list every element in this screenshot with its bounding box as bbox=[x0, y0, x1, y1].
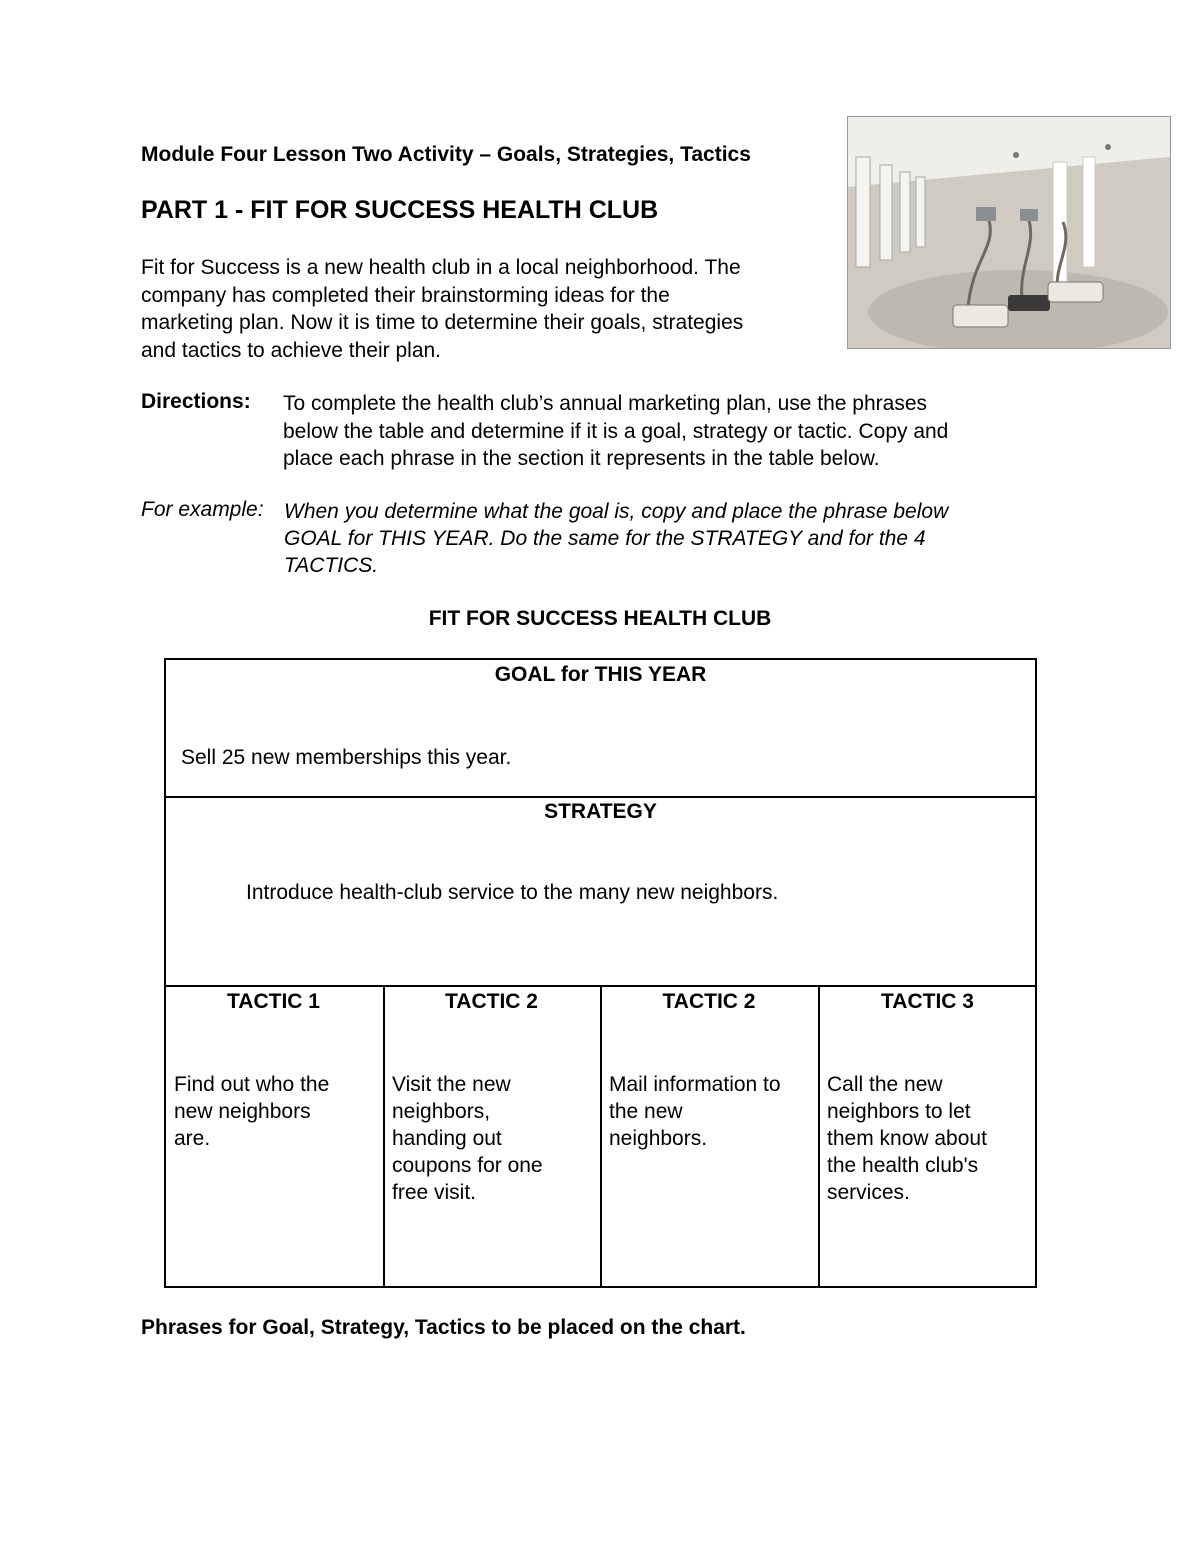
tactic-1-text bbox=[174, 1071, 379, 1152]
tactic-line: Call the new bbox=[827, 1073, 943, 1096]
example-line: TACTICS. bbox=[284, 554, 379, 577]
strategy-text: Introduce health-club service to the many new neighbors. bbox=[246, 881, 779, 904]
tactic-line: neighbors to let bbox=[827, 1100, 971, 1123]
intro-line: Fit for Success is a new health club in a local neighborhood. The bbox=[141, 256, 741, 279]
tactic-2-text bbox=[392, 1071, 597, 1206]
tactic-line: are. bbox=[174, 1127, 211, 1150]
gym-interior-illustration bbox=[848, 117, 1170, 348]
part-title: PART 1 - FIT FOR SUCCESS HEALTH CLUB bbox=[141, 196, 659, 224]
tactic-line: them know about bbox=[827, 1127, 987, 1150]
intro-line: marketing plan. Now it is time to determine their goals, strategies bbox=[141, 311, 744, 334]
directions-line: below the table and determine if it is a goal, strategy or tactic. Copy and bbox=[283, 419, 949, 443]
tactic-line: neighbors, bbox=[392, 1100, 491, 1123]
intro-paragraph bbox=[141, 254, 841, 364]
tactic-line: the health club's bbox=[827, 1154, 979, 1177]
table-divider bbox=[164, 796, 1037, 798]
tactic-line: Visit the new bbox=[392, 1073, 511, 1096]
tactic-3-header: TACTIC 2 bbox=[662, 990, 756, 1013]
tactic-2-header: TACTIC 2 bbox=[445, 990, 538, 1013]
example-text bbox=[284, 498, 1064, 579]
tactic-3-text bbox=[609, 1071, 817, 1152]
directions-line: place each phrase in the section it represents in the table below. bbox=[283, 447, 880, 470]
table-border bbox=[164, 658, 166, 1288]
tactic-line: handing out bbox=[392, 1127, 502, 1150]
example-line: When you determine what the goal is, copy and place the phrase below bbox=[284, 500, 949, 523]
gym-photo bbox=[847, 116, 1171, 349]
directions-text bbox=[283, 390, 1063, 473]
tactic-4-header: TACTIC 3 bbox=[881, 990, 974, 1013]
table-border bbox=[1035, 658, 1037, 1288]
table-title: FIT FOR SUCCESS HEALTH CLUB bbox=[428, 607, 772, 630]
intro-line: and tactics to achieve their plan. bbox=[141, 338, 442, 362]
table-divider bbox=[818, 985, 820, 1288]
goal-header: GOAL for THIS YEAR bbox=[494, 663, 707, 686]
goal-text: Sell 25 new memberships this year. bbox=[181, 746, 512, 769]
tactic-line: the new bbox=[609, 1100, 683, 1123]
tactic-line: free visit. bbox=[392, 1181, 477, 1204]
tactic-1-header: TACTIC 1 bbox=[227, 990, 320, 1013]
intro-line: company has completed their brainstorming ideas for the bbox=[141, 283, 670, 307]
tactic-line: Find out who the bbox=[174, 1073, 330, 1096]
module-title: Module Four Lesson Two Activity – Goals, Strategies, Tactics bbox=[141, 143, 751, 166]
marketing-plan-table bbox=[164, 658, 1037, 1288]
tactic-line: new neighbors bbox=[174, 1100, 311, 1123]
tactic-line: services. bbox=[827, 1181, 910, 1204]
directions-label: Directions: bbox=[141, 390, 251, 413]
table-divider bbox=[600, 985, 602, 1288]
strategy-header: STRATEGY bbox=[544, 800, 657, 823]
example-line: GOAL for THIS YEAR. Do the same for the STRATEGY and for the 4 bbox=[284, 527, 926, 550]
table-border bbox=[164, 658, 1037, 660]
example-label: For example: bbox=[141, 498, 264, 521]
directions-line: To complete the health club’s annual marketing plan, use the phrases bbox=[283, 392, 928, 415]
table-divider bbox=[383, 985, 385, 1288]
phrases-heading: Phrases for Goal, Strategy, Tactics to be placed on the chart. bbox=[141, 1316, 746, 1339]
tactic-line: neighbors. bbox=[609, 1127, 708, 1150]
tactic-4-text bbox=[827, 1071, 1032, 1206]
tactic-line: Mail information to bbox=[609, 1073, 781, 1096]
tactic-line: coupons for one bbox=[392, 1154, 543, 1177]
